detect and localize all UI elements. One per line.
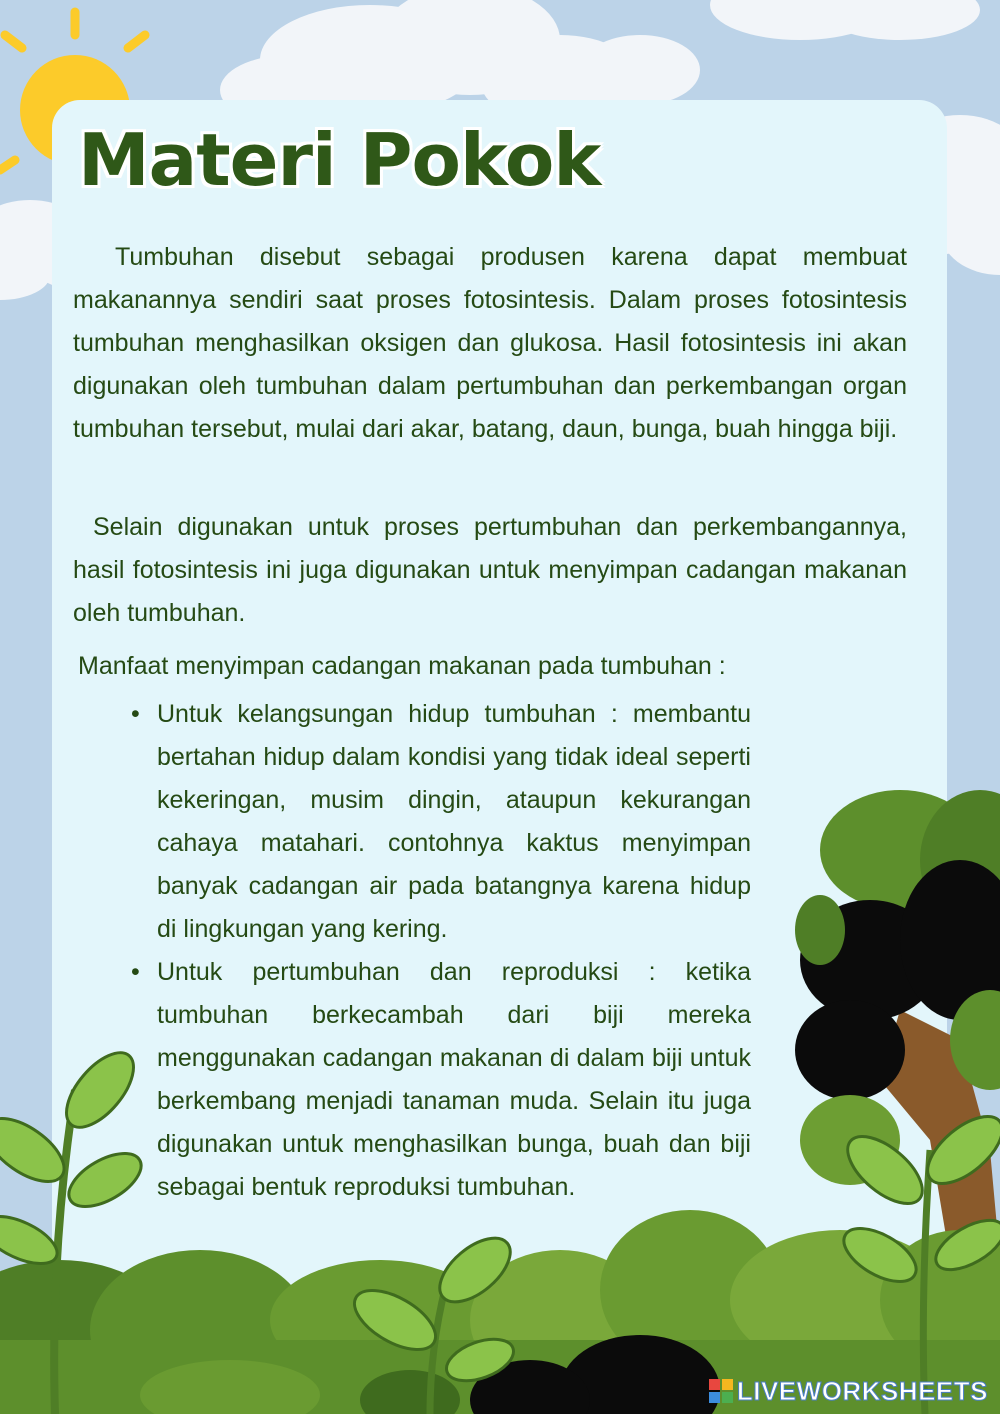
bullet-icon: • [131, 700, 140, 728]
page-title: Materi Pokok [78, 118, 601, 202]
liveworksheets-watermark [709, 1376, 988, 1406]
benefit-text-reproduction: Untuk pertumbuhan dan reproduksi : ketika tumbuhan berkecambah dari biji mereka menggunakan cadangan makanan di dalam biji untuk berkembang menjadi tanaman muda. Selain itu juga digunakan untuk menghasilkan bunga, buah dan biji sebagai bentuk reproduksi tumbuhan. [157, 958, 751, 1201]
watermark-text: LIVEWORKSHEETS [736, 1375, 988, 1406]
paragraph-storage: Selain digunakan untuk proses pertumbuhan dan perkembangannya, hasil fotosintesis ini juga digunakan untuk menyimpan cadangan makanan oleh tumbuhan. [73, 513, 907, 627]
paragraph-intro: Tumbuhan disebut sebagai produsen karena dapat membuat makanannya sendiri saat proses fotosintesis. Dalam proses fotosintesis tumbuhan menghasilkan oksigen dan glukosa. Hasil fotosintesis ini akan digunakan oleh tumbuhan dalam pertumbuhan dan perkembangan organ tumbuhan tersebut, mulai dari akar, batang, daun, bunga, buah hingga biji. [73, 243, 907, 443]
benefit-text-survival: Untuk kelangsungan hidup tumbuhan : membantu bertahan hidup dalam kondisi yang tidak ideal seperti kekeringan, musim dingin, ataupun kekurangan cahaya matahari. contohnya kaktus menyimpan banyak cadangan air pada batangnya karena hidup di lingkungan yang kering. [157, 700, 751, 943]
bullet-icon: • [131, 958, 140, 986]
benefits-intro: Manfaat menyimpan cadangan makanan pada tumbuhan : [78, 652, 726, 680]
liveworksheets-logo-icon [709, 1379, 733, 1403]
